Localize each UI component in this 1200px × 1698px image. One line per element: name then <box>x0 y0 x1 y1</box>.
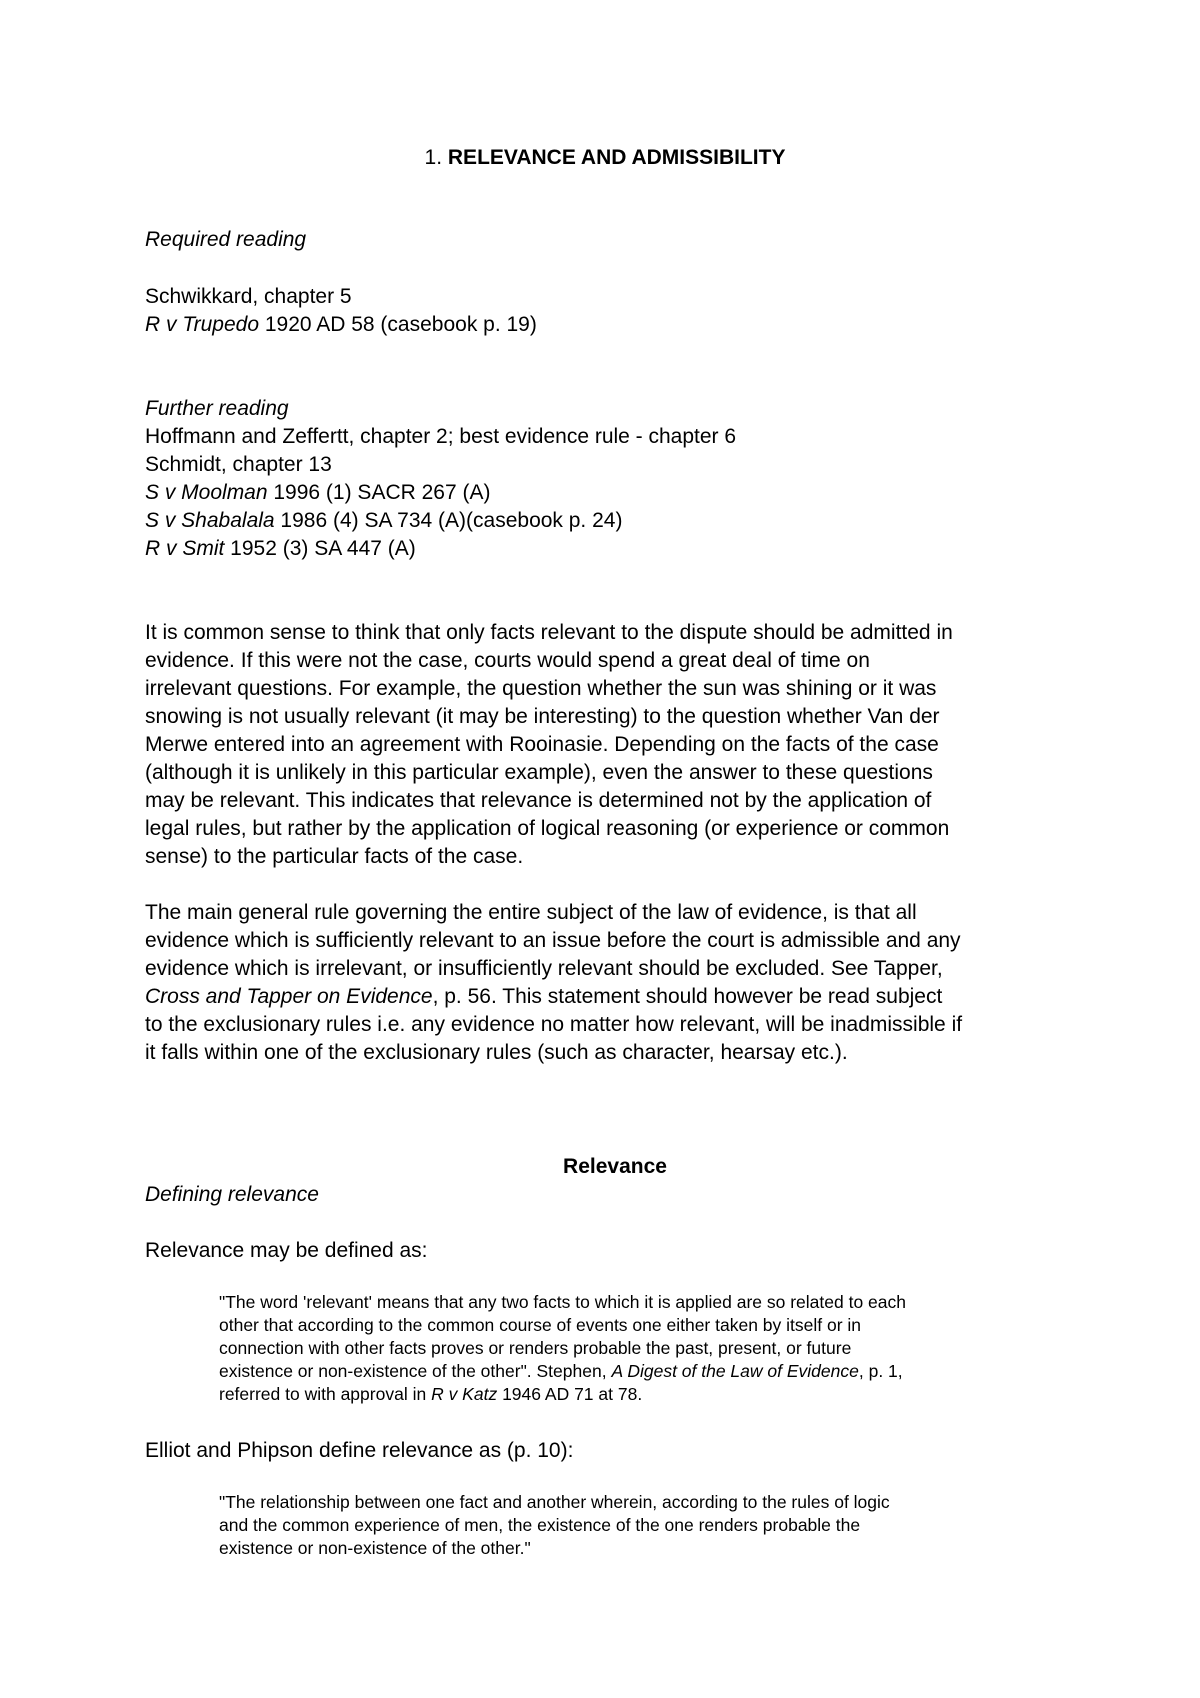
block-quote-line: "The word 'relevant' means that any two facts to which it is applied are so related to each <box>219 1292 907 1312</box>
block-quote-line <box>219 1360 903 1383</box>
further-reading-line: Schmidt, chapter 13 <box>145 453 332 476</box>
block-quote-line: "The relationship between one fact and another wherein, according to the rules of logic <box>219 1492 890 1512</box>
paragraph-line: It is common sense to think that only facts relevant to the dispute should be admitted in <box>145 621 953 644</box>
paragraph-line: sense) to the particular facts of the case. <box>145 845 524 868</box>
title-number: 1. <box>424 146 443 169</box>
paragraph-line: evidence which is sufficiently relevant to an issue before the court is admissible and any <box>145 929 961 952</box>
case-name: S v Moolman <box>145 481 268 504</box>
paragraph-line: to the exclusionary rules i.e. any evidence no matter how relevant, will be inadmissible if <box>145 1013 963 1036</box>
paragraph-line: irrelevant questions. For example, the question whether the sun was shining or it was <box>145 677 937 700</box>
paragraph-line: evidence. If this were not the case, courts would spend a great deal of time on <box>145 649 870 672</box>
case-name: S v Shabalala <box>145 509 275 532</box>
further-reading-heading: Further reading <box>145 397 289 420</box>
quote-text: , p. 1, <box>858 1361 903 1381</box>
title-text: RELEVANCE AND ADMISSIBILITY <box>447 146 786 169</box>
book-title: Cross and Tapper on Evidence <box>145 985 433 1008</box>
block-quote-line: existence or non-existence of the other." <box>219 1538 531 1558</box>
citation: 1986 (4) SA 734 (A)(casebook p. 24) <box>274 509 623 532</box>
quote-text: 1946 AD 71 at 78. <box>497 1384 643 1404</box>
page-title <box>0 144 1200 172</box>
paragraph-line: Relevance may be defined as: <box>145 1239 428 1262</box>
case-name: R v Smit <box>145 537 225 560</box>
paragraph-line <box>145 983 942 1011</box>
case-name: R v Katz <box>431 1384 498 1404</box>
paragraph-line: evidence which is irrelevant, or insufficiently relevant should be excluded. See Tapper, <box>145 957 943 980</box>
block-quote-line: other that according to the common course of events one either taken by itself or in <box>219 1315 862 1335</box>
required-reading-line: Schwikkard, chapter 5 <box>145 285 352 308</box>
block-quote-line <box>219 1383 642 1406</box>
paragraph-line: The main general rule governing the entire subject of the law of evidence, is that all <box>145 901 917 924</box>
further-reading-line <box>145 507 622 535</box>
required-reading-line <box>145 311 537 339</box>
paragraph-line: may be relevant. This indicates that relevance is determined not by the application of <box>145 789 932 812</box>
further-reading-line: Hoffmann and Zeffertt, chapter 2; best evidence rule - chapter 6 <box>145 425 737 448</box>
required-reading-heading: Required reading <box>145 228 307 251</box>
paragraph-line: snowing is not usually relevant (it may be interesting) to the question whether Van der <box>145 705 940 728</box>
book-title: A Digest of the Law of Evidence <box>611 1361 859 1381</box>
quote-text: referred to with approval in <box>219 1384 432 1404</box>
paragraph-line: Elliot and Phipson define relevance as (p. 10): <box>145 1439 574 1462</box>
block-quote-line: and the common experience of men, the existence of the one renders probable the <box>219 1515 861 1535</box>
citation: 1920 AD 58 (casebook p. 19) <box>259 313 537 336</box>
section-heading: Relevance <box>563 1155 667 1178</box>
citation: 1996 (1) SACR 267 (A) <box>267 481 491 504</box>
paragraph-line: Merwe entered into an agreement with Rooinasie. Depending on the facts of the case <box>145 733 939 756</box>
further-reading-line <box>145 535 416 563</box>
block-quote-line: connection with other facts proves or renders probable the past, present, or future <box>219 1338 852 1358</box>
citation: 1952 (3) SA 447 (A) <box>224 537 416 560</box>
subsection-heading: Defining relevance <box>145 1183 319 1206</box>
quote-text: existence or non-existence of the other". Stephen, <box>219 1361 612 1381</box>
paragraph-text: , p. 56. This statement should however be read subject <box>432 985 943 1008</box>
paragraph-line: it falls within one of the exclusionary rules (such as character, hearsay etc.). <box>145 1041 848 1064</box>
paragraph-line: legal rules, but rather by the application of logical reasoning (or experience or common <box>145 817 950 840</box>
paragraph-line: (although it is unlikely in this particular example), even the answer to these questions <box>145 761 933 784</box>
further-reading-line <box>145 479 490 507</box>
case-name: R v Trupedo <box>145 313 259 336</box>
